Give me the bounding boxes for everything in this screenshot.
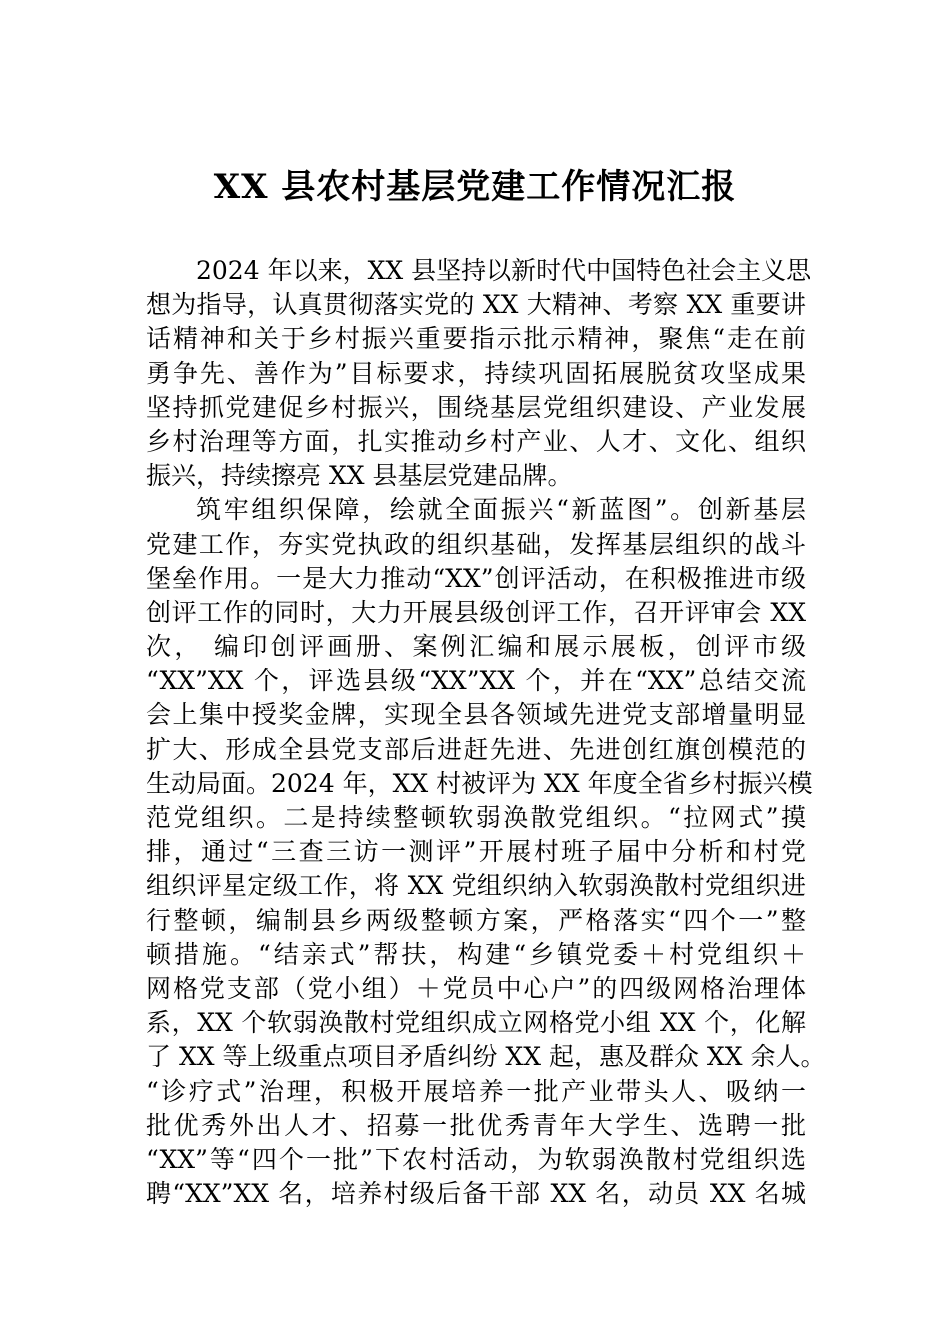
text-line: 筑牢组织保障，绘就全面振兴“新蓝图”。创新基层 [196, 495, 806, 525]
document-body [146, 254, 826, 1211]
text-line: 堡垒作用。一是大力推动“XX”创评活动，在积极推进市级 [146, 563, 806, 593]
paragraph [146, 493, 826, 1211]
text-line: 扩大、形成全县党支部后进赶先进、先进创红旗创模范的 [146, 734, 806, 764]
text-line: 想为指导，认真贯彻落实党的 XX 大精神、考察 XX 重要讲 [146, 290, 806, 320]
text-line: 话精神和关于乡村振兴重要指示批示精神，聚焦“走在前 [146, 324, 806, 354]
text-line: 乡村治理等方面，扎实推动乡村产业、人才、文化、组织 [146, 426, 806, 456]
text-line: 范党组织。二是持续整顿软弱涣散党组织。“拉网式”摸 [146, 803, 806, 832]
text-line: 排，通过“三查三访一测评”开展村班子届中分析和村党 [146, 837, 806, 867]
text-line: 顿措施。“结亲式”帮扶，构建“乡镇党委＋村党组织＋ [146, 939, 806, 969]
text-line: 党建工作，夯实党执政的组织基础，发挥基层组织的战斗 [146, 529, 806, 559]
text-line: 次， 编印创评画册、案例汇编和展示展板，创评市级 [146, 632, 806, 662]
text-line: 会上集中授奖金牌，实现全县各领域先进党支部增量明显 [146, 700, 806, 730]
text-line: 批优秀外出人才、招募一批优秀青年大学生、选聘一批 [146, 1110, 806, 1140]
text-line: “XX”XX 个，评选县级“XX”XX 个，并在“XX”总结交流 [146, 666, 806, 696]
text-line: 组织评星定级工作，将 XX 党组织纳入软弱涣散村党组织进 [146, 871, 806, 901]
paragraph [146, 254, 812, 493]
document-title: XX 县农村基层党建工作情况汇报 [213, 167, 737, 207]
text-line: 生动局面。2024 年，XX 村被评为 XX 年度全省乡村振兴模 [146, 768, 813, 798]
text-line: 聘“XX”XX 名，培养村级后备干部 XX 名，动员 XX 名城 [146, 1179, 806, 1209]
text-line: 坚持抓党建促乡村振兴，围绕基层党组织建设、产业发展 [146, 392, 806, 422]
text-line: 了 XX 等上级重点项目矛盾纠纷 XX 起，惠及群众 XX 余人。 [146, 1042, 826, 1072]
text-line: 勇争先、善作为”目标要求，持续巩固拓展脱贫攻坚成果 [146, 358, 806, 388]
text-line: 振兴，持续擦亮 XX 县基层党建品牌。 [146, 461, 573, 491]
text-line: 2024 年以来，XX 县坚持以新时代中国特色社会主义思 [196, 256, 812, 285]
text-line: 行整顿，编制县乡两级整顿方案，严格落实“四个一”整 [146, 905, 806, 935]
text-line: 创评工作的同时，大力开展县级创评工作，召开评审会 XX [146, 597, 806, 627]
text-line: “XX”等“四个一批”下农村活动，为软弱涣散村党组织选 [146, 1144, 806, 1174]
text-line: 系，XX 个软弱涣散村党组织成立网格党小组 XX 个，化解 [146, 1008, 806, 1038]
text-line: “诊疗式”治理，积极开展培养一批产业带头人、吸纳一 [146, 1076, 806, 1106]
text-line: 网格党支部（党小组）＋党员中心户”的四级网格治理体 [146, 973, 806, 1003]
